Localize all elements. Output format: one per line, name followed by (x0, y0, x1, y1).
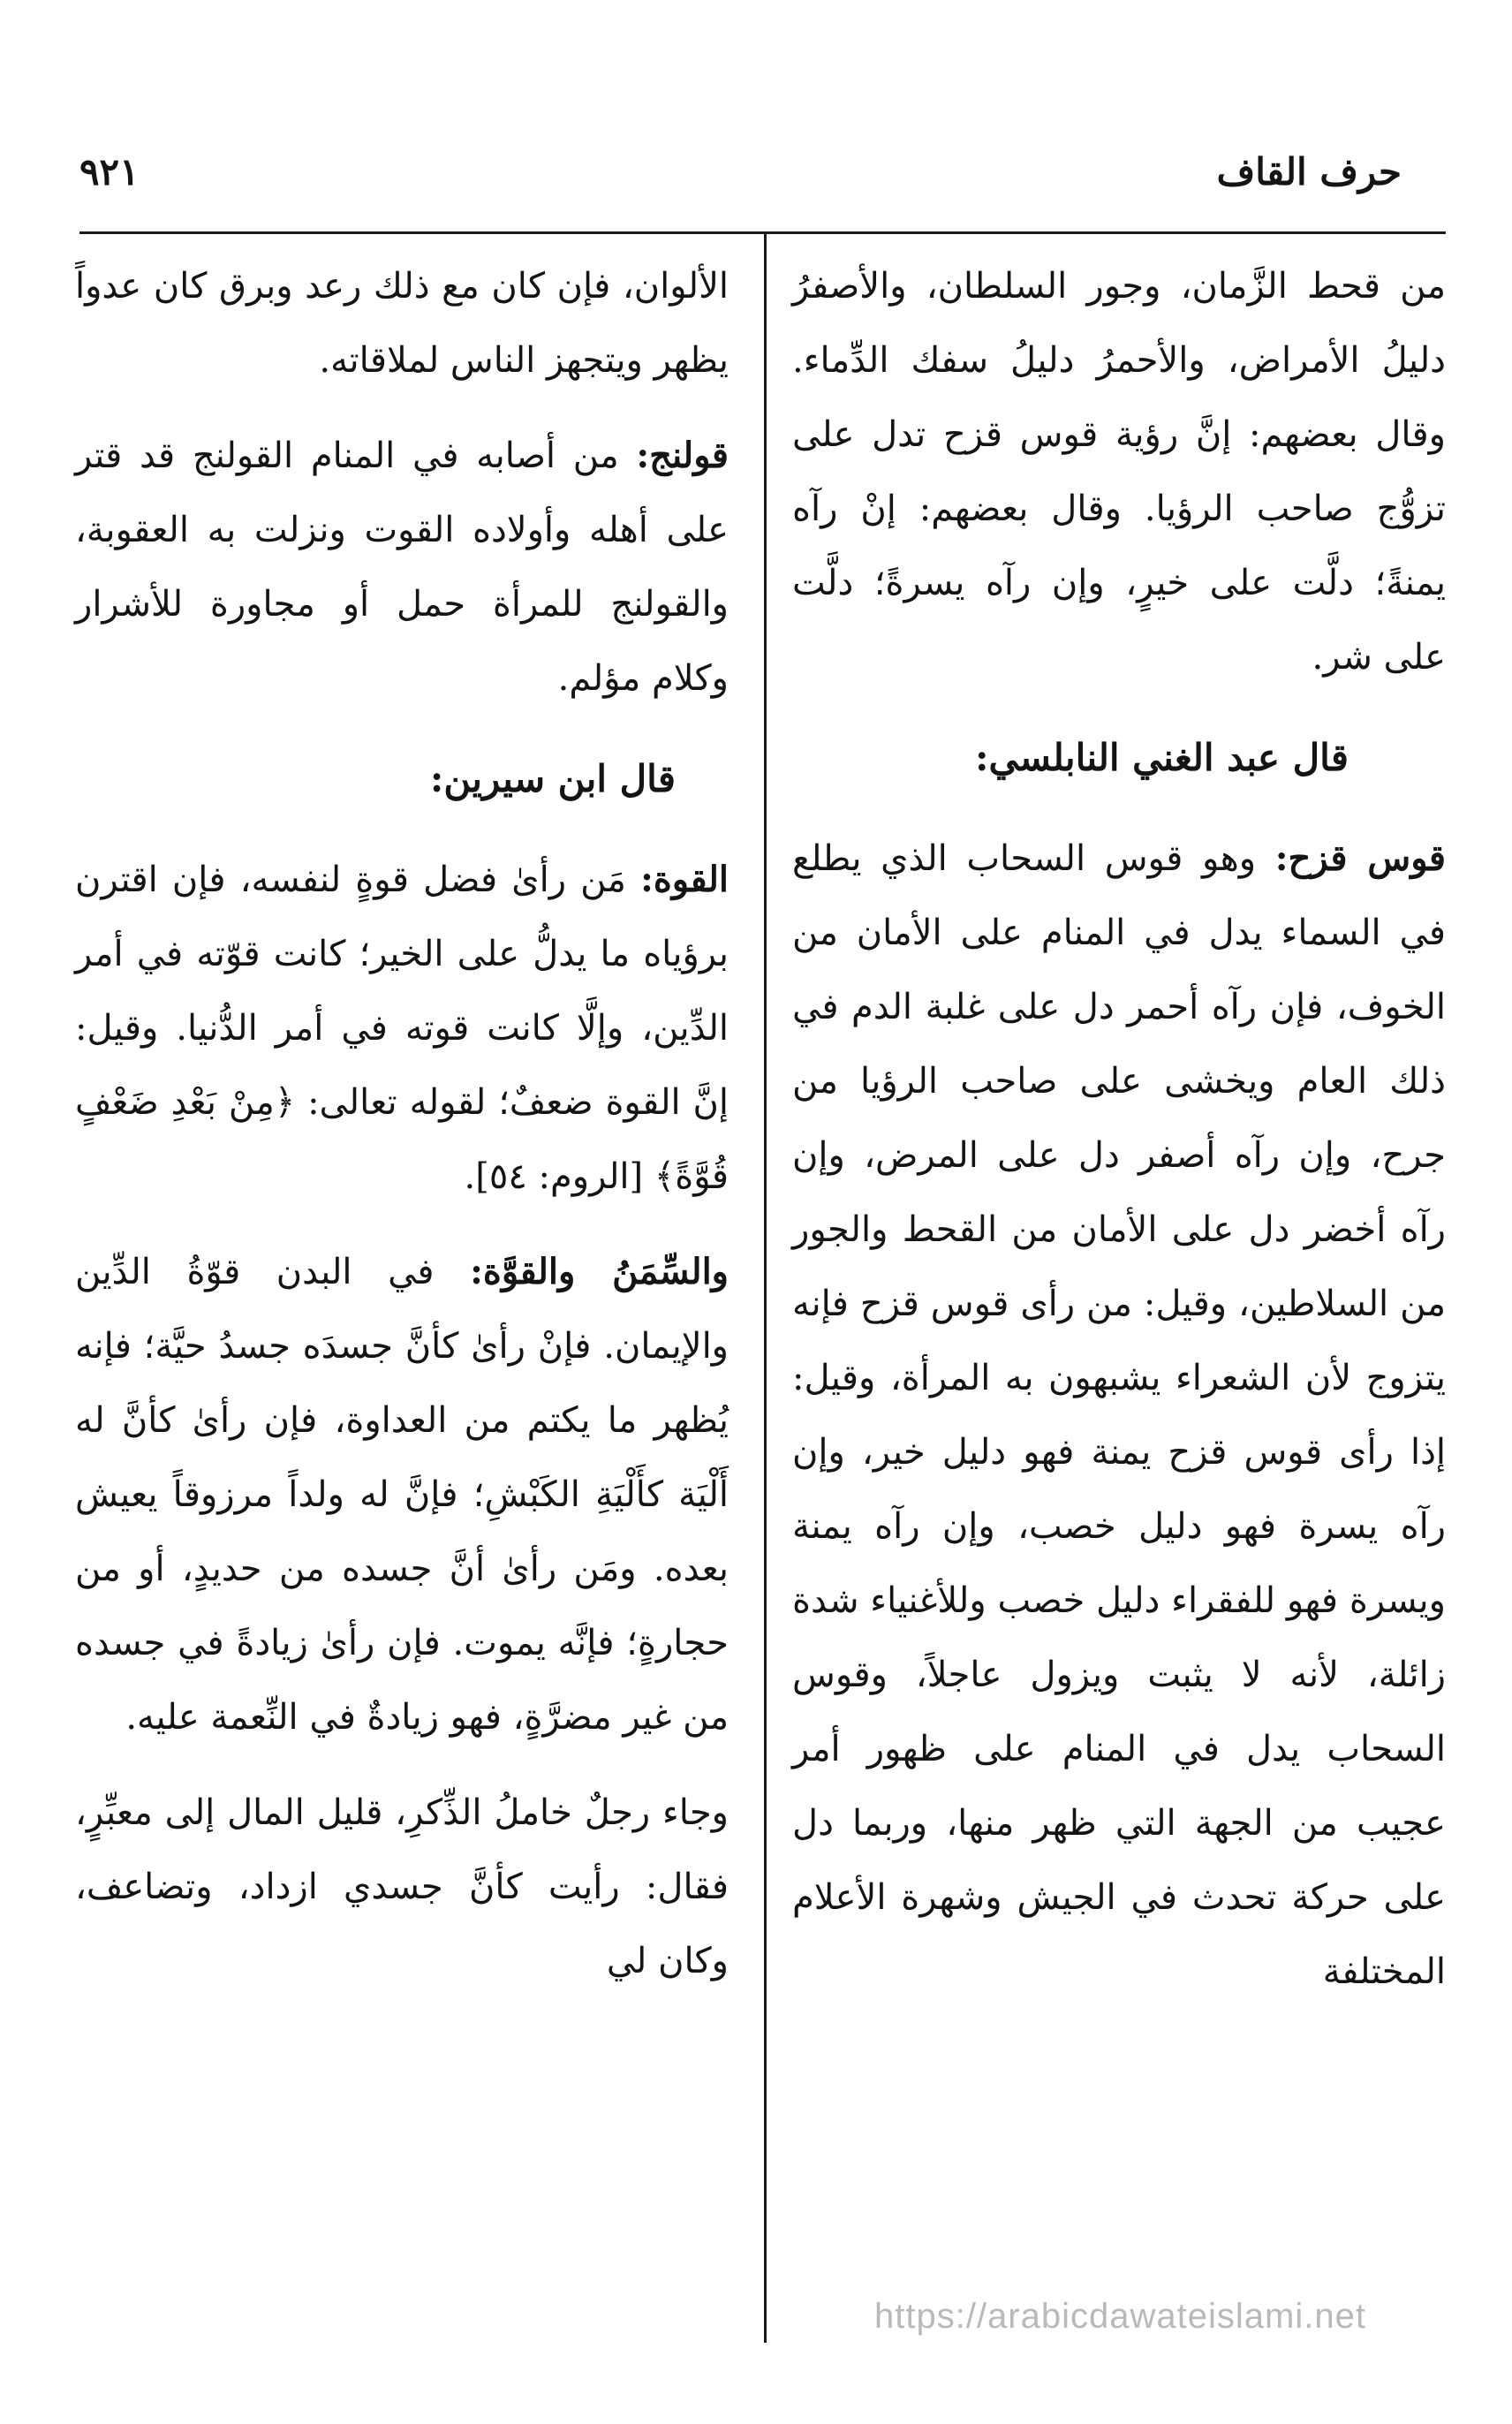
running-title: حرف القاف (1216, 150, 1402, 193)
page-number: ٩٢١ (79, 150, 140, 193)
entry-term: قوس قزح: (1274, 837, 1446, 879)
paragraph: من قحط الزَّمان، وجور السلطان، والأصفرُ دليلُ الأمراض، والأحمرُ دليلُ سفك الدِّماء. وقال بعضهم: إنَّ رؤية قوس قزح تدل على تزوُّج صاحب الرؤيا. وقال بعضهم: إنْ رآه يمنةً؛ دلَّت على خيرٍ، وإن رآه يسرةً؛ دلَّت على شر. (792, 266, 1446, 678)
header-rule (79, 231, 1446, 234)
paragraph (792, 822, 1446, 2009)
section-heading: قال عبد الغني النابلسي: (975, 736, 1349, 779)
entry-term: قولنج: (636, 435, 729, 476)
entry-term: والسِّمَنُ والقوَّة: (470, 1251, 730, 1292)
section-heading: قال ابن سيرين: (429, 757, 676, 800)
paragraph: الألوان، فإن كان مع ذلك رعد وبرق كان عدواً يظهر ويتجهز الناس لملاقاته. (75, 266, 729, 381)
column-divider (764, 231, 767, 2343)
paragraph (75, 843, 729, 1214)
left-column (75, 249, 729, 2019)
entry-text: في البدن قوّةُ الدِّين والإيمان. فإنْ رأىٰ كأنَّ جسدَه جسدُ حيَّة؛ فإنه يُظهر ما يكتم من العداوة، فإن رأىٰ كأنَّ له أَلْيَة كأَلْيَةِ الكَبْشِ؛ فإنَّ له ولداً مرزوقاً يعيش بعده. ومَن رأىٰ أنَّ جسده من حديدٍ، أو من حجارةٍ؛ فإنَّه يموت. فإن رأىٰ زيادةً في جسده من غير مضرَّةٍ، فهو زيادةٌ في النِّعمة عليه. (75, 1252, 729, 1738)
paragraph (75, 419, 729, 716)
entry-text: مَن رأىٰ فضل قوةٍ لنفسه، فإن اقترن برؤياه ما يدلُّ على الخير؛ كانت قوّته في أمر الدِّين، وإلَّا كانت قوته في أمر الدُّنيا. وقيل: إنَّ القوة ضعفٌ؛ لقوله تعالى: ﴿مِنْ بَعْدِ ضَعْفٍ قُوَّةً﴾ [الروم: ٥٤]. (75, 860, 729, 1197)
entry-term: القوة: (640, 859, 729, 900)
paragraph (75, 1235, 729, 1754)
page-header (53, 133, 1459, 212)
right-column (792, 249, 1446, 2030)
paragraph: وجاء رجلٌ خاملُ الذِّكرِ، قليل المال إلى معبِّرٍ، فقال: رأيت كأنَّ جسدي ازداد، وتضاعف، وكان لي (75, 1792, 729, 1981)
watermark: https://arabicdawateislami.net (874, 2297, 1366, 2336)
entry-text: من أصابه في المنام القولنج قد قتر على أهله وأولاده القوت ونزلت به العقوبة، والقولنج للمرأة حمل أو مجاورة للأشرار وكلام مؤلم. (75, 436, 729, 699)
entry-text: وهو قوس السحاب الذي يطلع في السماء يدل في المنام على الأمان من الخوف، فإن رآه أحمر دل على غلبة الدم في ذلك العام ويخشى على صاحب الرؤيا من جرح، وإن رآه أصفر دل على المرض، وإن رآه أخضر دل على الأمان من القحط والجور من السلاطين، وقيل: من رأى قوس قزح فإنه يتزوج لأن الشعراء يشبهون به المرأة، وقيل: إذا رأى قوس قزح يمنة فهو دليل خير، وإن رآه يسرة فهو دليل خصب، وإن رآه يمنة ويسرة فهو للفقراء دليل خصب وللأغنياء شدة زائلة، لأنه لا يثبت ويزول عاجلاً، وقوس السحاب يدل في المنام على ظهور أمر عجيب من الجهة التي ظهر منها، وربما دل على حركة تحدث في الجيش وشهرة الأعلام المختلفة (792, 838, 1446, 1992)
